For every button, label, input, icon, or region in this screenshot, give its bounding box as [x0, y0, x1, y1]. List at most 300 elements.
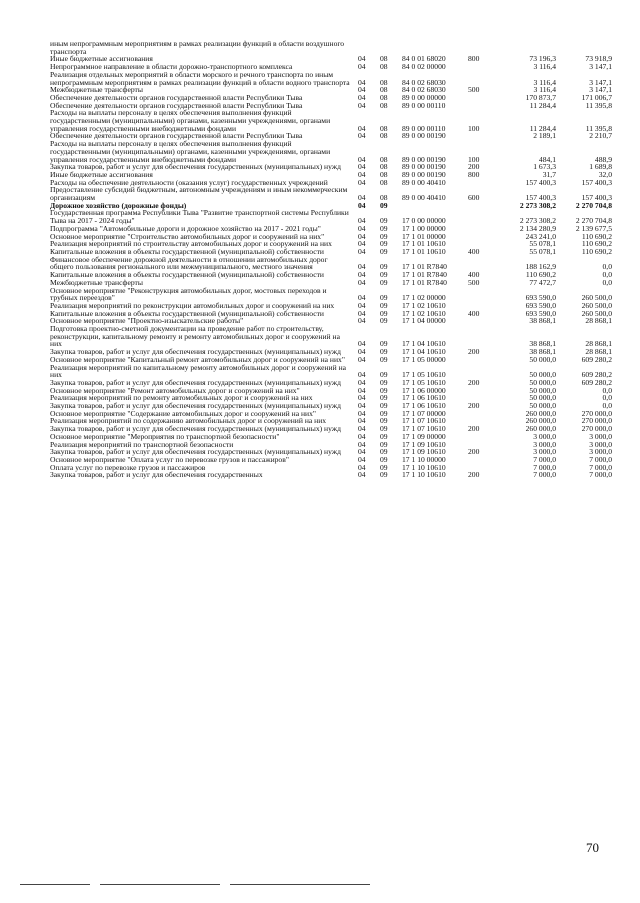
- amount-year-1: 50 000,0: [529, 401, 556, 411]
- target-article-code: 17 1 09 10610: [402, 447, 446, 457]
- subsection-code: 09: [380, 231, 388, 241]
- section-code: 04: [358, 470, 366, 480]
- amount-year-1: 3 116,4: [533, 62, 556, 72]
- table-row: [50, 256, 612, 271]
- amount-year-2: 1 689,8: [589, 162, 612, 172]
- table-row: [50, 71, 612, 86]
- target-article-code: 17 1 07 10610: [402, 424, 446, 434]
- amount-year-1: 55 078,1: [529, 246, 556, 256]
- budget-table-body: [50, 40, 612, 479]
- budget-item-name: Закупка товаров, работ и услуг для обеспечения государственных (муниципальных) нужд: [50, 377, 341, 387]
- subsection-code: 09: [380, 385, 388, 395]
- amount-year-1: 50 000,0: [529, 385, 556, 395]
- amount-year-2: 0,0: [602, 270, 612, 280]
- amount-year-2: 7 000,0: [589, 462, 612, 472]
- section-code: 04: [358, 462, 366, 472]
- budget-item-name: Предоставление субсидий бюджетным, автономным учреждениям и иным некоммерческим организациям: [50, 185, 348, 203]
- target-article-code: 89 0 00 00190: [402, 154, 446, 164]
- footer-rule: [100, 884, 220, 885]
- subsection-code: 09: [380, 200, 388, 210]
- amount-year-2: 609 280,2: [581, 377, 612, 387]
- expense-type-code: 400: [468, 308, 480, 318]
- expense-type-code: 200: [468, 424, 480, 434]
- budget-item-name: Межбюджетные трансферты: [50, 85, 143, 95]
- target-article-code: 17 1 01 R7840: [402, 262, 447, 272]
- expense-type-code: 200: [468, 470, 480, 480]
- amount-year-2: 11 395,8: [585, 100, 612, 110]
- budget-item-name: иным непрограммным мероприятиям в рамках реализации функций в области воздушного транспорта: [50, 39, 345, 56]
- target-article-code: [402, 202, 468, 210]
- target-article-code: 17 1 04 10610: [402, 347, 446, 357]
- section-code: 04: [358, 347, 366, 357]
- expense-type-code: 400: [468, 270, 480, 280]
- subsection-code: 09: [380, 401, 388, 411]
- expense-type-code: [468, 456, 496, 464]
- amount-year-1: 2 134 280,9: [519, 223, 556, 233]
- budget-item-name: Обеспечение деятельности органов государственной власти Республики Тыва: [50, 131, 303, 141]
- amount-year-1: 38 868,1: [529, 347, 556, 357]
- expense-type-code: [468, 287, 496, 302]
- target-article-code: 17 1 06 10610: [402, 401, 446, 411]
- budget-item-name: Иные бюджетные ассигнования: [50, 54, 153, 64]
- amount-year-2: 260 500,0: [581, 293, 612, 303]
- section-code: 04: [358, 408, 366, 418]
- expense-type-code: [468, 364, 496, 379]
- expense-type-code: [468, 317, 496, 325]
- amount-year-2: 3 000,0: [589, 431, 612, 441]
- amount-year-2: 28 868,1: [585, 339, 612, 349]
- subsection-code: 09: [380, 454, 388, 464]
- amount-year-2: 3 147,1: [589, 85, 612, 95]
- subsection-code: 08: [380, 169, 388, 179]
- section-code: 04: [358, 223, 366, 233]
- amount-year-1: 50 000,0: [529, 393, 556, 403]
- amount-year-1: 3 116,4: [533, 85, 556, 95]
- amount-year-2: 3 000,0: [589, 439, 612, 449]
- amount-year-1: 38 868,1: [529, 339, 556, 349]
- section-code: 04: [358, 77, 366, 87]
- section-code: 04: [358, 424, 366, 434]
- expense-type-code: [468, 202, 496, 210]
- amount-year-1: 243 241,0: [525, 231, 556, 241]
- amount-year-2: 0,0: [602, 277, 612, 287]
- amount-year-1: 484,1: [538, 154, 556, 164]
- subsection-code: 09: [380, 424, 388, 434]
- subsection-code: 09: [380, 239, 388, 249]
- subsection-code: 09: [380, 370, 388, 380]
- section-code: 04: [358, 293, 366, 303]
- target-article-code: 17 1 04 10610: [402, 339, 446, 349]
- target-article-code: 17 1 01 R7840: [402, 270, 447, 280]
- budget-item-name: Основное мероприятие "Проектно-изыскательские работы": [50, 316, 244, 326]
- target-article-code: 17 1 00 00000: [402, 223, 446, 233]
- amount-year-1: 3 000,0: [533, 447, 556, 457]
- subsection-code: 09: [380, 339, 388, 349]
- target-article-code: 84 0 02 00000: [402, 62, 446, 72]
- expense-type-code: [468, 94, 496, 102]
- section-code: 04: [358, 393, 366, 403]
- target-article-code: 17 1 05 00000: [402, 354, 446, 364]
- target-article-code: 17 0 00 00000: [402, 216, 446, 226]
- budget-item-name: Закупка товаров, работ и услуг для обеспечения государственных (муниципальных) нужд: [50, 162, 341, 172]
- section-code: 04: [358, 246, 366, 256]
- subsection-code: 09: [380, 216, 388, 226]
- subsection-code: 09: [380, 262, 388, 272]
- amount-year-2: [556, 40, 612, 55]
- amount-year-2: 0,0: [602, 385, 612, 395]
- amount-year-2: 260 500,0: [581, 308, 612, 318]
- amount-year-1: 50 000,0: [529, 370, 556, 380]
- section-code: 04: [358, 131, 366, 141]
- budget-item-name: Основное мероприятие "Мероприятия по транспортной безопасности": [50, 431, 280, 441]
- budget-item-name: Закупка товаров, работ и услуг для обеспечения государственных (муниципальных) нужд: [50, 447, 341, 457]
- expense-type-code: [468, 40, 496, 55]
- subsection-code: 09: [380, 316, 388, 326]
- amount-year-1: 170 873,7: [525, 92, 556, 102]
- expense-type-code: 200: [468, 447, 480, 457]
- subsection-code: 08: [380, 131, 388, 141]
- amount-year-1: 11 284,4: [529, 123, 556, 133]
- expense-type-code: 200: [468, 347, 480, 357]
- amount-year-1: 7 000,0: [533, 454, 556, 464]
- amount-year-2: 270 000,0: [581, 424, 612, 434]
- budget-item-name: Непрограммное направление в области дорожно-транспортного комплекса: [50, 62, 293, 72]
- table-row: [50, 471, 612, 479]
- subsection-code: 09: [380, 447, 388, 457]
- budget-item-name: Закупка товаров, работ и услуг для обеспечения государственных: [50, 470, 263, 480]
- amount-year-2: 609 280,2: [581, 370, 612, 380]
- section-code: 04: [358, 385, 366, 395]
- amount-year-2: 157 400,3: [581, 193, 612, 203]
- amount-year-2: 0,0: [602, 262, 612, 272]
- target-article-code: 17 1 10 10610: [402, 462, 446, 472]
- section-code: 04: [358, 270, 366, 280]
- expense-type-code: [468, 102, 496, 110]
- amount-year-2: 0,0: [602, 401, 612, 411]
- budget-item-name: Реализация мероприятий по транспортной безопасности: [50, 439, 234, 449]
- budget-item-name: Расходы на обеспечение деятельности (оказания услуг) государственных учреждений: [50, 177, 328, 187]
- budget-item-name: Обеспечение деятельности органов государственной власти Республики Тыва: [50, 100, 303, 110]
- budget-item-name: Реализация мероприятий по содержанию автомобильных дорог и сооружений на них: [50, 416, 327, 426]
- subsection-code: 09: [380, 408, 388, 418]
- amount-year-1: 693 590,0: [525, 293, 556, 303]
- amount-year-1: 2 273 308,2: [519, 216, 556, 226]
- expense-type-code: [468, 356, 496, 364]
- section-code: 04: [358, 231, 366, 241]
- budget-item-name: Реализация мероприятий по капитальному ремонту автомобильных дорог и сооружений на них: [50, 362, 347, 380]
- expense-type-code: [468, 233, 496, 241]
- target-article-code: 17 1 01 R7840: [402, 277, 447, 287]
- expense-type-code: [468, 387, 496, 395]
- budget-item-name: Иные бюджетные ассигнования: [50, 169, 153, 179]
- budget-item-name: Подпрограмма "Автомобильные дороги и дорожное хозяйство на 2017 - 2021 годы": [50, 223, 321, 233]
- section-code: 04: [358, 300, 366, 310]
- amount-year-2: 260 500,0: [581, 300, 612, 310]
- section-code: 04: [358, 354, 366, 364]
- subsection-code: 09: [380, 470, 388, 480]
- amount-year-2: 11 395,8: [585, 123, 612, 133]
- amount-year-2: 28 868,1: [585, 316, 612, 326]
- table-row: [50, 209, 612, 224]
- subsection-code: 09: [380, 293, 388, 303]
- section-code: 04: [358, 377, 366, 387]
- target-article-code: 17 1 07 10610: [402, 416, 446, 426]
- subsection-code: 09: [380, 223, 388, 233]
- target-article-code: 89 0 00 00110: [402, 100, 446, 110]
- budget-item-name: Дорожное хозяйство (дорожные фонды): [50, 200, 187, 210]
- table-row: [50, 186, 612, 201]
- amount-year-2: 171 006,7: [581, 92, 612, 102]
- target-article-code: 89 0 00 00000: [402, 92, 446, 102]
- table-row: [50, 325, 612, 348]
- amount-year-2: 609 280,2: [581, 354, 612, 364]
- budget-item-name: Расходы на выплаты персоналу в целях обеспечения выполнения функций государственными (муниципальными) органами, казенными учреждениями, органами управления государственными внебюджетными фондами: [50, 108, 331, 133]
- amount-year-2: 28 868,1: [585, 347, 612, 357]
- target-article-code: 17 1 06 10610: [402, 393, 446, 403]
- target-article-code: 17 1 01 10610: [402, 246, 446, 256]
- amount-year-1: 73 196,3: [529, 54, 556, 64]
- amount-year-2: 2 270 704,8: [575, 216, 612, 226]
- section-code: 04: [358, 447, 366, 457]
- section-code: 04: [358, 62, 366, 72]
- amount-year-2: 7 000,0: [589, 470, 612, 480]
- budget-item-name: Основное мероприятие "Оплата услуг по перевозке грузов и пассажиров": [50, 454, 289, 464]
- budget-item-name: Закупка товаров, работ и услуг для обеспечения государственных (муниципальных) нужд: [50, 401, 341, 411]
- subsection-code: 09: [380, 393, 388, 403]
- target-article-code: [402, 40, 468, 55]
- expense-type-code: 200: [468, 162, 480, 172]
- target-article-code: 17 1 06 00000: [402, 385, 446, 395]
- subsection-code: 09: [380, 270, 388, 280]
- amount-year-2: 110 690,2: [581, 231, 612, 241]
- target-article-code: 89 0 00 00190: [402, 162, 446, 172]
- subsection-code: 09: [380, 300, 388, 310]
- section-code: 04: [358, 431, 366, 441]
- expense-type-code: 200: [468, 401, 480, 411]
- amount-year-2: 32,0: [598, 169, 612, 179]
- table-row: [50, 140, 612, 163]
- amount-year-1: 693 590,0: [525, 308, 556, 318]
- expense-type-code: [468, 71, 496, 86]
- target-article-code: 89 0 00 00190: [402, 169, 446, 179]
- section-code: 04: [358, 277, 366, 287]
- subsection-code: 08: [380, 54, 388, 64]
- table-row: [50, 287, 612, 302]
- subsection-code: 09: [380, 277, 388, 287]
- budget-item-name: Расходы на выплаты персоналу в целях обеспечения выполнения функций государственными (муниципальными) органами, казенными учреждениями, органами управления государственными внебюджетными фондами: [50, 139, 331, 164]
- target-article-code: 17 1 02 00000: [402, 293, 446, 303]
- amount-year-1: 1 673,3: [533, 162, 556, 172]
- target-article-code: 17 1 10 00000: [402, 454, 446, 464]
- budget-item-name: Закупка товаров, работ и услуг для обеспечения государственных (муниципальных) нужд: [50, 424, 341, 434]
- budget-item-name: Реализация мероприятий по ремонту автомобильных дорог и сооружений на них: [50, 393, 313, 403]
- expense-type-code: 100: [468, 123, 480, 133]
- amount-year-1: 31,7: [542, 169, 556, 179]
- target-article-code: 17 1 09 00000: [402, 431, 446, 441]
- target-article-code: 89 0 00 40410: [402, 193, 446, 203]
- amount-year-2: 7 000,0: [589, 454, 612, 464]
- subsection-code: 09: [380, 462, 388, 472]
- budget-item-name: Реализация мероприятий по строительству автомобильных дорог и сооружений на них: [50, 239, 332, 249]
- target-article-code: 17 1 05 10610: [402, 377, 446, 387]
- expense-type-code: [468, 225, 496, 233]
- expense-type-code: 800: [468, 169, 480, 179]
- amount-year-1: 260 000,0: [525, 424, 556, 434]
- amount-year-2: 110 690,2: [581, 239, 612, 249]
- amount-year-1: 693 590,0: [525, 300, 556, 310]
- amount-year-1: [496, 40, 556, 55]
- budget-item-name: Реализация отдельных мероприятий в области морского и речного транспорта по иным непрограммным мероприятиям в рамках реализации функций в области водного транспорта: [50, 69, 350, 87]
- amount-year-2: 270 000,0: [581, 408, 612, 418]
- budget-table: [50, 40, 612, 479]
- section-code: 04: [358, 439, 366, 449]
- amount-year-1: 50 000,0: [529, 377, 556, 387]
- subsection-code: 09: [380, 308, 388, 318]
- expense-type-code: 600: [468, 193, 480, 203]
- section-code: 04: [358, 316, 366, 326]
- table-row: [50, 40, 612, 55]
- budget-item-name: Основное мероприятие "Реконструкция автомобильных дорог, мостовых переходов и трубных переездов": [50, 285, 327, 303]
- amount-year-2: 3 147,1: [589, 62, 612, 72]
- amount-year-2: 2 210,7: [589, 131, 612, 141]
- target-article-code: 84 0 02 68030: [402, 85, 446, 95]
- expense-type-code: [468, 179, 496, 187]
- amount-year-2: 2 270 704,8: [575, 200, 612, 210]
- target-article-code: 89 0 00 00190: [402, 131, 446, 141]
- budget-item-name: Капитальные вложения в объекты государственной (муниципальной) собственности: [50, 246, 324, 256]
- target-article-code: 89 0 00 40410: [402, 177, 446, 187]
- expense-type-code: 100: [468, 154, 480, 164]
- section-code: 04: [358, 370, 366, 380]
- subsection-code: 08: [380, 162, 388, 172]
- budget-item-name: Подготовка проектно-сметной документации на проведение работ по строительству, реконструкции, капитальному ремонту и ремонту автомобильных дорог и сооружений на них: [50, 324, 340, 349]
- amount-year-2: 270 000,0: [581, 416, 612, 426]
- amount-year-1: 260 000,0: [525, 408, 556, 418]
- section-code: 04: [358, 123, 366, 133]
- budget-item-name: Государственная программа Республики Тыва "Развитие транспортной системы Республики Тыва на 2017 - 2024 годы": [50, 208, 349, 226]
- section-code: [356, 40, 380, 55]
- expense-type-code: [468, 256, 496, 271]
- table-row: [50, 364, 612, 379]
- subsection-code: 09: [380, 431, 388, 441]
- expense-type-code: [468, 433, 496, 441]
- amount-year-2: 3 147,1: [589, 77, 612, 87]
- target-article-code: 17 1 02 10610: [402, 300, 446, 310]
- section-code: 04: [358, 339, 366, 349]
- footer-rule: [230, 884, 370, 885]
- section-code: 04: [358, 416, 366, 426]
- subsection-code: 09: [380, 354, 388, 364]
- budget-item-name: Финансовое обеспечение дорожной деятельности в отношении автомобильных дорог общего пользования регионального или межмуниципального, местного значения: [50, 254, 328, 272]
- amount-year-1: 3 116,4: [533, 77, 556, 87]
- subsection-code: [380, 40, 402, 55]
- section-code: 04: [358, 100, 366, 110]
- expense-type-code: [468, 132, 496, 140]
- subsection-code: 08: [380, 193, 388, 203]
- amount-year-1: 77 472,7: [529, 277, 556, 287]
- amount-year-2: 488,9: [594, 154, 612, 164]
- section-code: 04: [358, 85, 366, 95]
- section-code: 04: [358, 154, 366, 164]
- amount-year-1: 7 000,0: [533, 462, 556, 472]
- section-code: 04: [358, 200, 366, 210]
- expense-type-code: [468, 209, 496, 224]
- amount-year-2: 110 690,2: [581, 246, 612, 256]
- amount-year-1: 2 273 308,2: [519, 200, 556, 210]
- expense-type-code: [468, 410, 496, 418]
- budget-item-name: Капитальные вложения в объекты государственной (муниципальной) собственности: [50, 308, 324, 318]
- subsection-code: 08: [380, 123, 388, 133]
- target-article-code: 17 1 09 10610: [402, 439, 446, 449]
- subsection-code: 09: [380, 347, 388, 357]
- target-article-code: 89 0 00 00110: [402, 123, 446, 133]
- expense-type-code: [468, 63, 496, 71]
- expense-type-code: 800: [468, 54, 480, 64]
- section-code: 04: [358, 216, 366, 226]
- budget-item-name: Оплата услуг по перевозке грузов и пассажиров: [50, 462, 206, 472]
- target-article-code: 17 1 04 00000: [402, 316, 446, 326]
- amount-year-1: 188 162,9: [525, 262, 556, 272]
- section-code: 04: [358, 193, 366, 203]
- budget-item-name: Реализация мероприятий по реконструкции автомобильных дорог и сооружений на них: [50, 300, 335, 310]
- amount-year-1: 55 078,1: [529, 239, 556, 249]
- budget-item-name: Межбюджетные трансферты: [50, 277, 143, 287]
- target-article-code: 17 1 01 00000: [402, 231, 446, 241]
- subsection-code: 08: [380, 62, 388, 72]
- amount-year-1: 2 189,1: [533, 131, 556, 141]
- expense-type-code: [468, 325, 496, 348]
- target-article-code: 17 1 01 10610: [402, 239, 446, 249]
- budget-item-name: Основное мероприятие "Капитальный ремонт автомобильных дорог и сооружений на них": [50, 354, 345, 364]
- budget-item-name: Основное мероприятие "Содержание автомобильных дорог и сооружений на них": [50, 408, 316, 418]
- target-article-code: 17 1 10 10610: [402, 470, 446, 480]
- target-article-code: 17 1 02 10610: [402, 308, 446, 318]
- amount-year-1: 3 000,0: [533, 439, 556, 449]
- section-code: 04: [358, 262, 366, 272]
- amount-year-1: 11 284,4: [529, 100, 556, 110]
- subsection-code: 09: [380, 377, 388, 387]
- budget-item-name: Закупка товаров, работ и услуг для обеспечения государственных (муниципальных) нужд: [50, 347, 341, 357]
- section-code: 04: [358, 162, 366, 172]
- subsection-code: 09: [380, 439, 388, 449]
- budget-item-name: Капитальные вложения в объекты государственной (муниципальной) собственности: [50, 270, 324, 280]
- amount-year-2: 0,0: [602, 393, 612, 403]
- amount-year-2: 2 139 677,5: [575, 223, 612, 233]
- section-code: 04: [358, 92, 366, 102]
- budget-item-name: Основное мероприятие "Строительство автомобильных дорог и сооружений на них": [50, 231, 325, 241]
- amount-year-2: 157 400,3: [581, 177, 612, 187]
- footer-rule: [20, 884, 90, 885]
- amount-year-1: 157 400,3: [525, 177, 556, 187]
- subsection-code: 08: [380, 177, 388, 187]
- section-code: 04: [358, 169, 366, 179]
- amount-year-1: 3 000,0: [533, 431, 556, 441]
- target-article-code: 84 0 01 68020: [402, 54, 446, 64]
- expense-type-code: 400: [468, 246, 480, 256]
- subsection-code: 08: [380, 154, 388, 164]
- section-code: 04: [358, 401, 366, 411]
- amount-year-1: 7 000,0: [533, 470, 556, 480]
- subsection-code: 08: [380, 100, 388, 110]
- amount-year-1: 157 400,3: [525, 193, 556, 203]
- subsection-code: 08: [380, 85, 388, 95]
- section-code: 04: [358, 454, 366, 464]
- section-code: 04: [358, 54, 366, 64]
- amount-year-1: 50 000,0: [529, 354, 556, 364]
- section-code: 04: [358, 239, 366, 249]
- subsection-code: 09: [380, 246, 388, 256]
- amount-year-2: 73 918,9: [585, 54, 612, 64]
